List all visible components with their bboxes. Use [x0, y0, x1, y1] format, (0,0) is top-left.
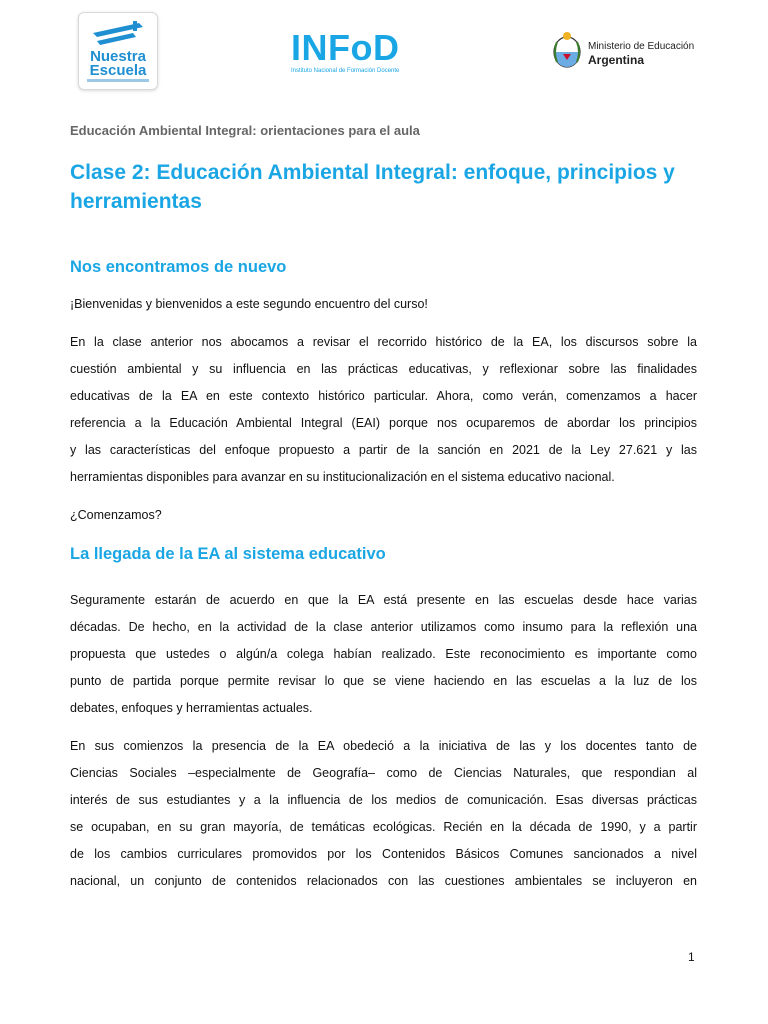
paragraph-line: décadas. De hecho, en la actividad de la clase anterior utilizamos como insumo para la reflexión una — [70, 620, 697, 634]
section-heading-2: La llegada de la EA al sistema educativo — [70, 545, 386, 563]
logo-left-line1: Nuestra — [90, 48, 146, 65]
paragraph-line: Seguramente estarán de acuerdo en que la EA está presente en las escuelas desde hace varias — [70, 593, 697, 607]
course-kicker: Educación Ambiental Integral: orientaciones para el aula — [70, 123, 420, 138]
paragraph-line: En la clase anterior nos abocamos a revisar el recorrido histórico de la EA, los discursos sobre la — [70, 335, 697, 349]
paragraph-line: referencia a la Educación Ambiental Integral (EAI) porque nos ocuparemos de abordar los principios — [70, 416, 697, 430]
paragraph-line: debates, enfoques y herramientas actuales. — [70, 701, 313, 715]
paragraph-line: educativas de la EA en este contexto histórico particular. Ahora, como verán, comenzamos a hacer — [70, 389, 697, 403]
paragraph-line: interés de sus estudiantes y a la influencia de los medios de comunicación. Esas diversas prácticas — [70, 793, 697, 807]
logo-right-line2: Argentina — [588, 53, 645, 67]
welcome-text: ¡Bienvenidas y bienvenidos a este segundo encuentro del curso! — [70, 297, 428, 311]
paragraph-line: cuestión ambiental y su influencia en las prácticas educativas, y reflexionar sobre las finalidades — [70, 362, 697, 376]
nuestra-escuela-logo — [78, 12, 158, 90]
paragraph-1 — [70, 329, 697, 491]
logo-center-subtitle: Instituto Nacional de Formación Docente — [291, 68, 400, 74]
paragraph-line: y las características del enfoque propuesto a partir de la sanción en 2021 de la Ley 27.621 y las — [70, 443, 697, 457]
question-text: ¿Comenzamos? — [70, 508, 162, 522]
page-number: 1 — [688, 950, 695, 964]
paragraph-line: punto de partida porque permite revisar lo que se viene haciendo en las escuelas a la luz de los — [70, 674, 697, 688]
logo-left-divider — [87, 79, 149, 82]
logo-center-text: INFoD — [291, 27, 400, 68]
paragraph-line: herramientas disponibles para avanzar en su institucionalización en el sistema educativo nacional. — [70, 470, 615, 484]
section-heading-1: Nos encontramos de nuevo — [70, 258, 287, 276]
paragraph-3 — [70, 733, 697, 895]
paragraph-line: propuesta que ustedes o algún/a colega habían realizado. Este reconocimiento es importante como — [70, 647, 697, 661]
class-title: Clase 2: Educación Ambiental Integral: enfoque, principios y herramientas — [70, 161, 675, 213]
logo-left-line2: Escuela — [89, 62, 147, 79]
coat-of-arms-icon — [551, 30, 583, 70]
nuestra-escuela-emblem-icon — [89, 19, 147, 49]
paragraph-2 — [70, 587, 697, 722]
paragraph-line: nacional, un conjunto de contenidos relacionados con las cuestiones ambientales se incluyeron en — [70, 874, 697, 888]
paragraph-line: de los cambios curriculares promovidos por los Contenidos Básicos Comunes sancionados a nivel — [70, 847, 697, 861]
paragraph-line: En sus comienzos la presencia de la EA obedeció a la iniciativa de las y los docentes tanto de — [70, 739, 697, 753]
infod-logo — [291, 27, 400, 74]
logo-right-line1: Ministerio de Educación — [588, 41, 695, 52]
paragraph-line: Ciencias Sociales –especialmente de Geografía– como de Ciencias Naturales, que respondian al — [70, 766, 697, 780]
paragraph-line: se ocupaban, en su gran mayoría, de temáticas ecológicas. Recién en la década de 1990, y a partir — [70, 820, 697, 834]
